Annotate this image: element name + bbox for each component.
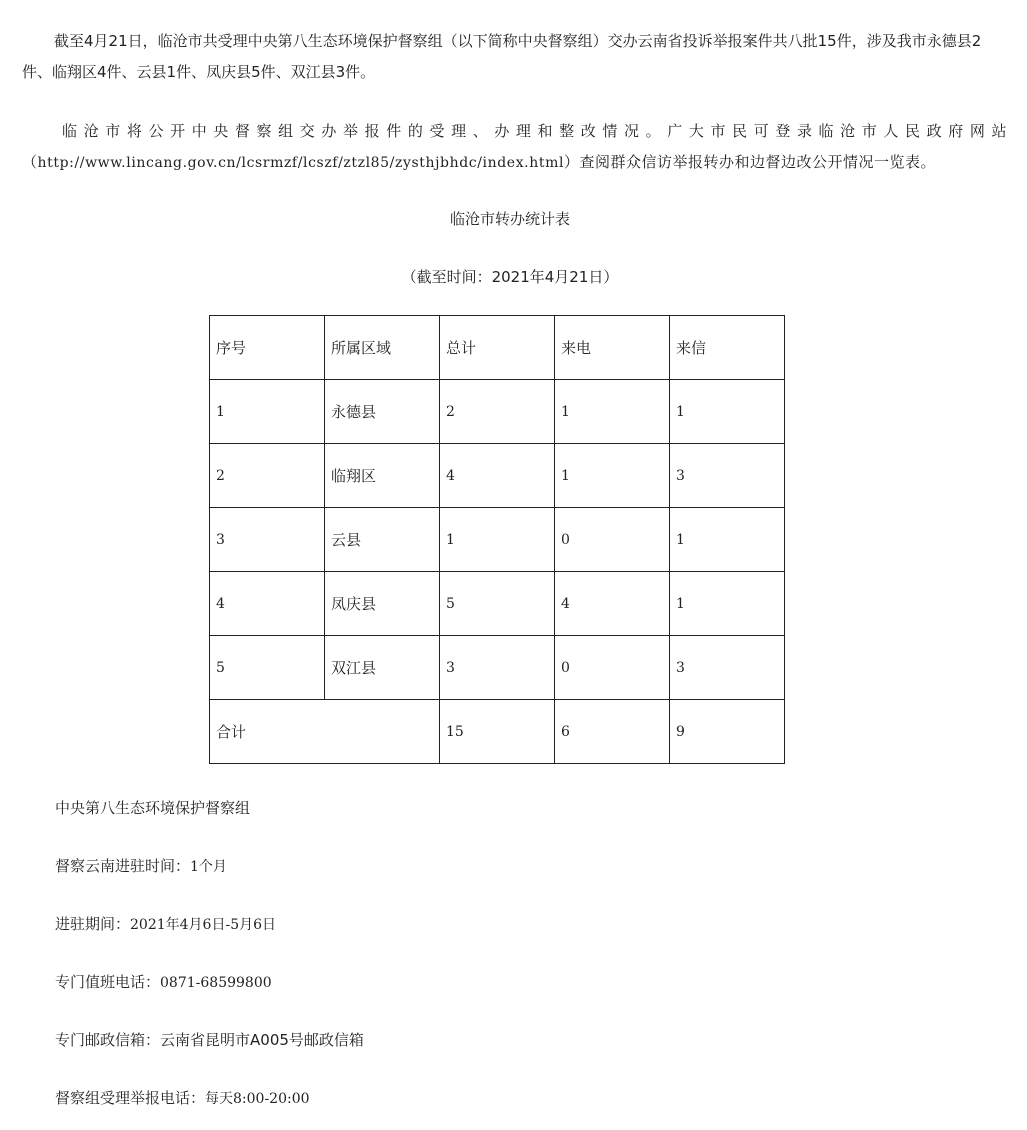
table-cell: 双江县 <box>325 636 440 700</box>
table-subtitle: （截至时间：2021年4月21日） <box>401 268 619 286</box>
transfer-statistics-table <box>209 315 785 764</box>
government-website-url: http://www.lincang.gov.cn/lcsrmzf/lcszf/ztzl85/zysthjbhdc/index.html <box>37 155 565 171</box>
table-cell: 1 <box>555 444 670 508</box>
report-hotline-hours-value: 每天8:00-20:00 <box>205 1091 310 1107</box>
table-header-row <box>210 316 785 380</box>
table-cell: 永德县 <box>325 380 440 444</box>
residency-duration <box>55 855 227 876</box>
table-cell: 临翔区 <box>325 444 440 508</box>
table-cell: 1 <box>670 572 785 636</box>
table-title: 临沧市转办统计表 <box>449 210 570 228</box>
table-cell: 2 <box>210 444 325 508</box>
duty-phone <box>55 971 272 992</box>
table-cell: 0 <box>555 636 670 700</box>
disclosure-paragraph <box>22 116 1007 179</box>
header-cell-letters: 来信 <box>670 316 785 380</box>
total-sum-cell: 15 <box>440 700 555 764</box>
table-cell: 3 <box>440 636 555 700</box>
table-cell: 1 <box>440 508 555 572</box>
table-cell: 0 <box>555 508 670 572</box>
residency-period-label: 进驻期间： <box>55 915 131 933</box>
table-cell: 3 <box>210 508 325 572</box>
header-cell-total: 总计 <box>440 316 555 380</box>
table-row <box>210 508 785 572</box>
table-cell: 4 <box>555 572 670 636</box>
table-cell: 1 <box>555 380 670 444</box>
table-cell: 3 <box>670 444 785 508</box>
table-cell: 5 <box>440 572 555 636</box>
total-label-cell: 合计 <box>210 700 440 764</box>
intro-paragraph: 截至4月21日，临沧市共受理中央第八生态环境保护督察组（以下简称中央督察组）交办云南省投诉举报案件共八批15件，涉及我市永德县2件、临翔区4件、云县1件、凤庆县5件、双江县3件。 <box>22 32 982 81</box>
table-row <box>210 572 785 636</box>
header-cell-index: 序号 <box>210 316 325 380</box>
residency-duration-value: 1个月 <box>190 859 227 875</box>
report-hotline-label: 督察组受理举报电话： <box>55 1089 206 1107</box>
table-row <box>210 636 785 700</box>
postal-mailbox-value: 云南省昆明市A005号邮政信箱 <box>160 1031 364 1049</box>
header-cell-region: 所属区域 <box>325 316 440 380</box>
residency-period-value: 2021年4月6日-5月6日 <box>130 917 277 933</box>
residency-duration-label: 督察云南进驻时间： <box>55 857 191 875</box>
table-row <box>210 444 785 508</box>
table-cell: 5 <box>210 636 325 700</box>
duty-phone-value: 0871-68599800 <box>160 975 272 991</box>
table-cell: 3 <box>670 636 785 700</box>
table-cell: 4 <box>210 572 325 636</box>
table-row <box>210 380 785 444</box>
table-cell: 2 <box>440 380 555 444</box>
total-calls-cell: 6 <box>555 700 670 764</box>
table-total-row <box>210 700 785 764</box>
disclosure-text-after: ）查阅群众信访举报转办和边督边改公开情况一览表。 <box>564 153 937 171</box>
duty-phone-label: 专门值班电话： <box>55 973 161 991</box>
table-cell: 1 <box>670 508 785 572</box>
table-cell: 4 <box>440 444 555 508</box>
residency-period <box>55 913 276 934</box>
table-cell: 1 <box>670 380 785 444</box>
postal-mailbox <box>55 1029 364 1050</box>
table-cell: 凤庆县 <box>325 572 440 636</box>
header-cell-calls: 来电 <box>555 316 670 380</box>
table-cell: 云县 <box>325 508 440 572</box>
report-hotline-hours <box>55 1087 310 1108</box>
table-cell: 1 <box>210 380 325 444</box>
disclosure-text-before: 临沧市将公开中央督察组交办举报件的受理、办理和整改情况。广大市民可登录临沧市人民政府网站（ <box>22 122 1007 171</box>
total-letters-cell: 9 <box>670 700 785 764</box>
postal-mailbox-label: 专门邮政信箱： <box>55 1031 161 1049</box>
inspection-group-name: 中央第八生态环境保护督察组 <box>55 799 251 817</box>
